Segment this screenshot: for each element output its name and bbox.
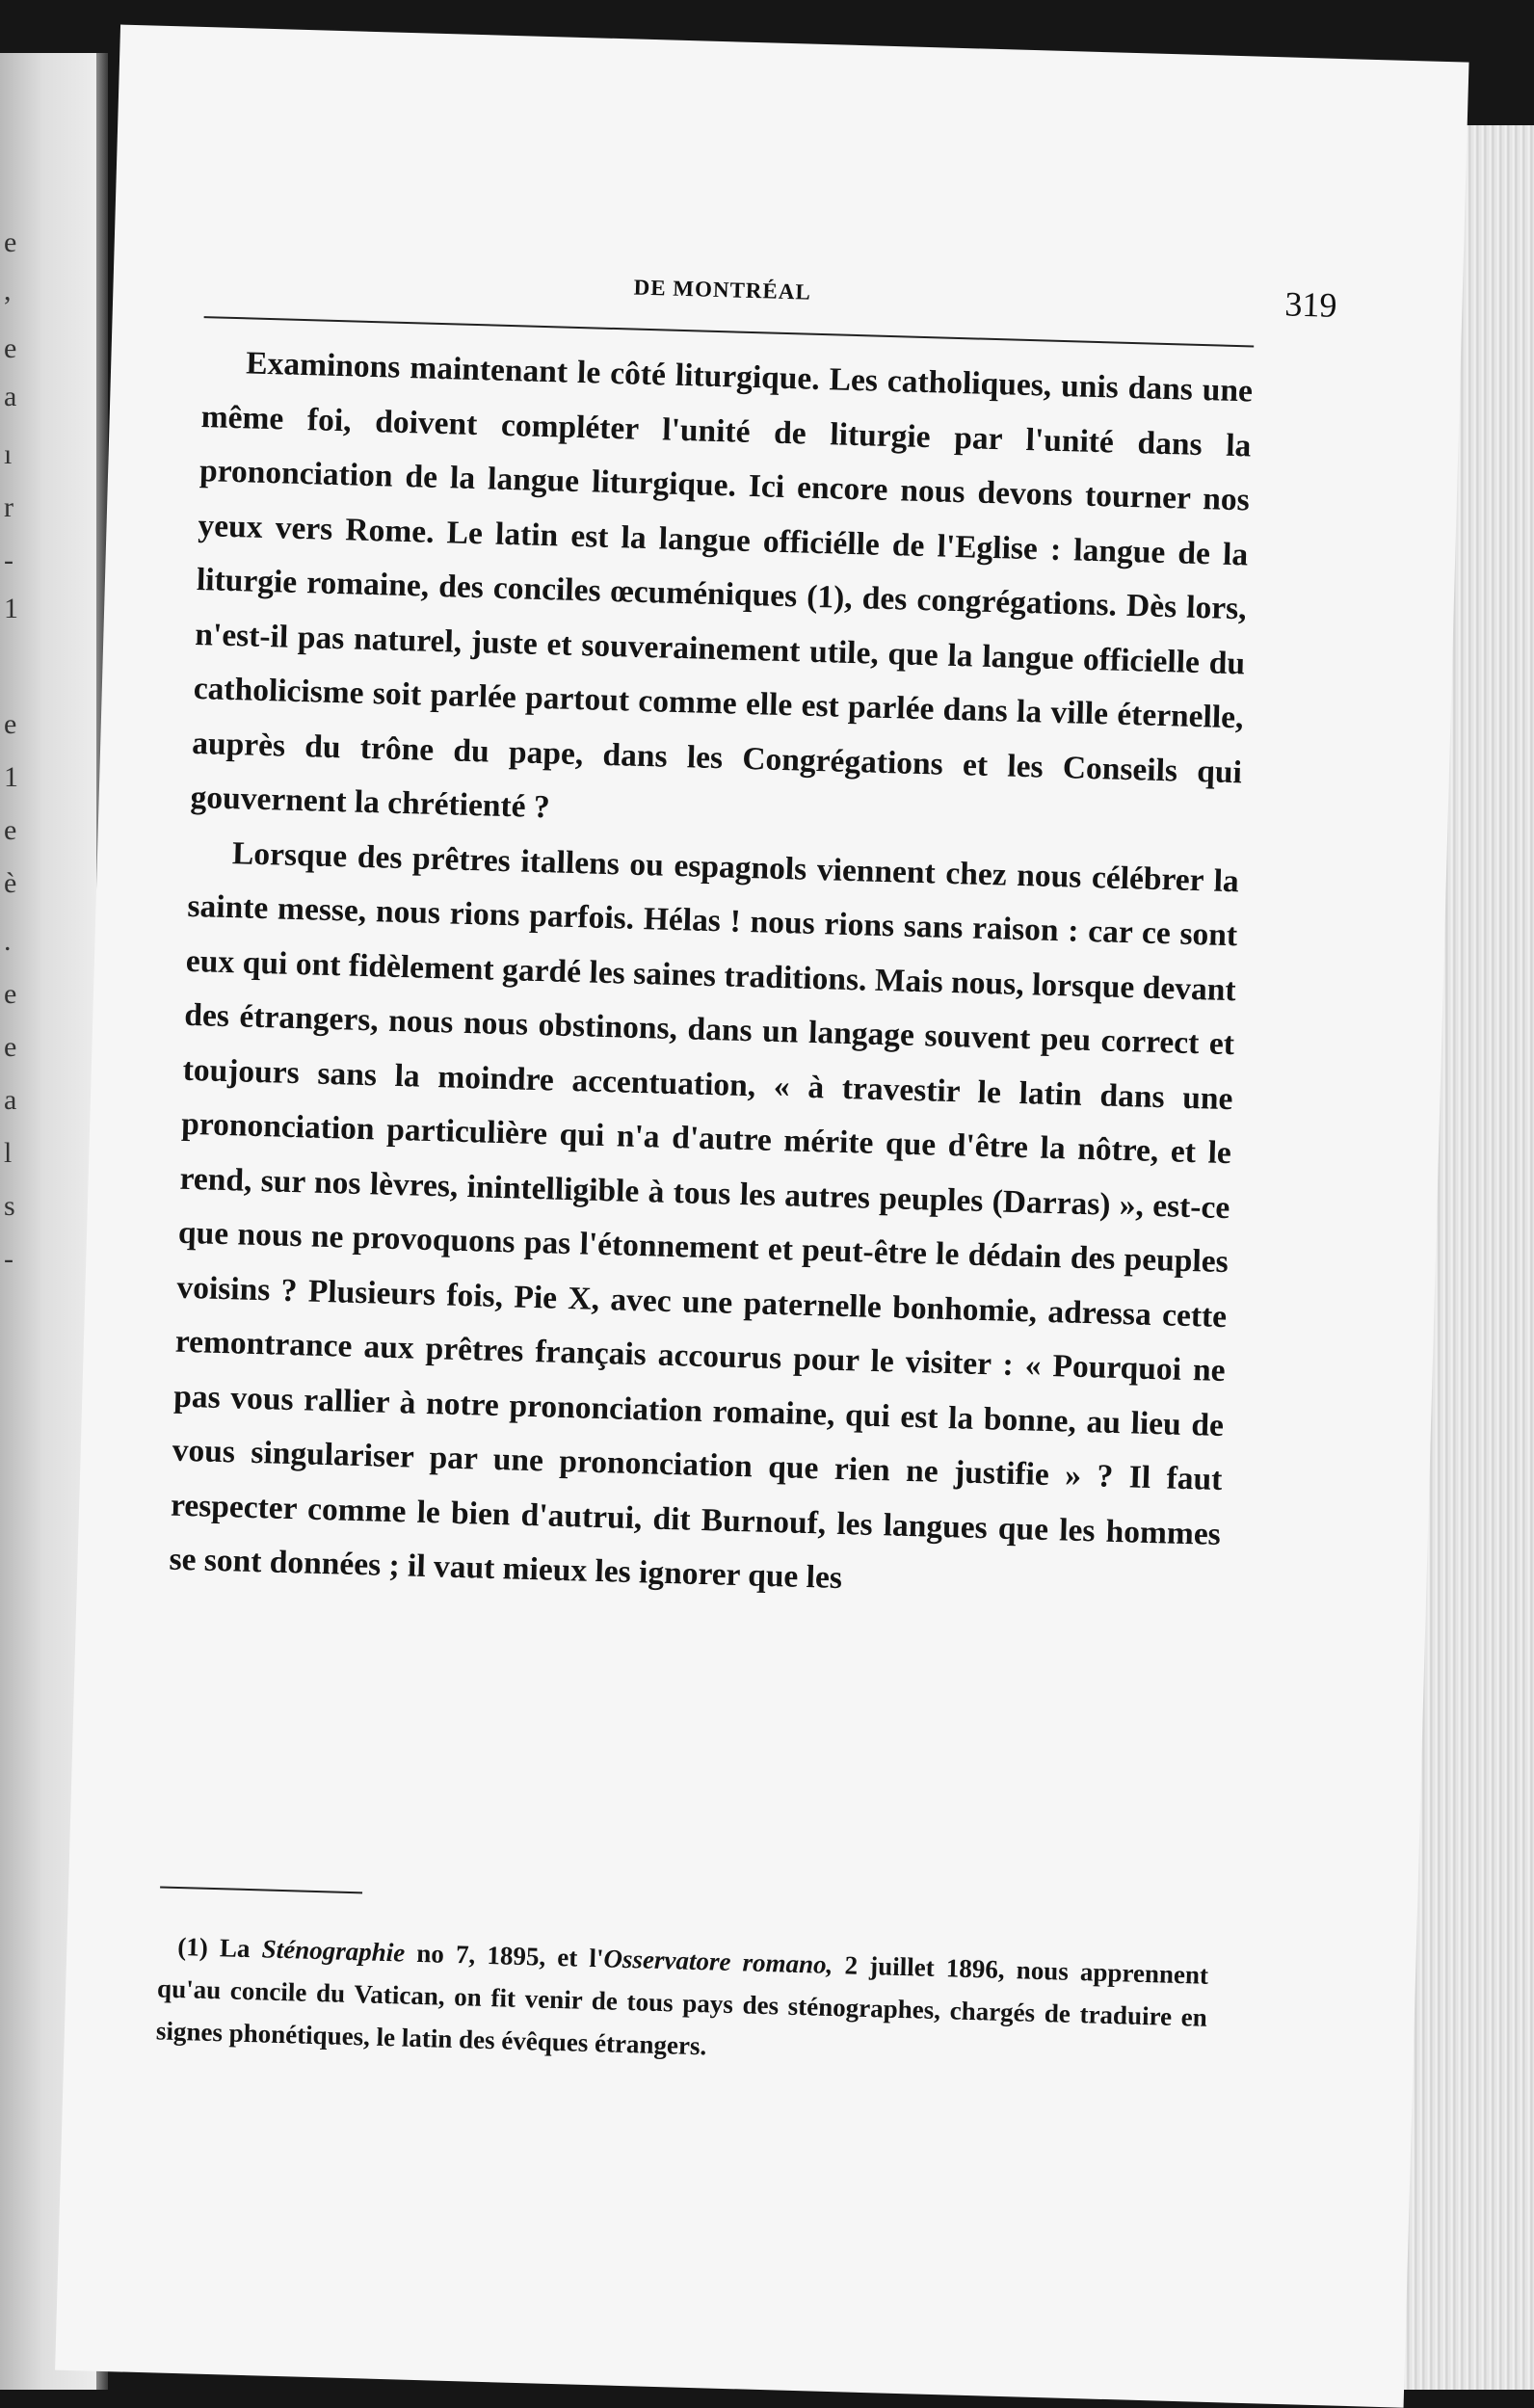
footnote-rule	[160, 1886, 362, 1893]
margin-char: e	[4, 226, 17, 258]
body-text	[169, 335, 1254, 1616]
margin-char: r	[4, 491, 13, 523]
footnote-marker: (1) La	[176, 1931, 263, 1964]
margin-char: .	[4, 925, 12, 957]
margin-char: e	[4, 1031, 17, 1063]
margin-char: ı	[4, 438, 13, 470]
footnote	[155, 1924, 1208, 2080]
footnote-paragraph	[155, 1924, 1208, 2080]
footnote-text: 2 juillet 1896, nous apprennent qu'au concile du Vatican, on fit venir de tous pays des sténographes, chargés de traduire en signes phonétiques, le latin des évêques étrangers.	[155, 1949, 1209, 2061]
margin-char: l	[4, 1137, 13, 1169]
page-header	[199, 239, 1357, 338]
margin-char: a	[4, 381, 17, 412]
margin-char: e	[4, 708, 17, 740]
margin-char: e	[4, 332, 17, 364]
margin-char: 1	[4, 593, 18, 624]
paragraph: Examinons maintenant le côté liturgique. Les catholiques, unis dans une même foi, doivent compléter l'unité de liturgie par l'unité dans la prononciation de la langue liturgique. Ici encore nous devons tourner nos yeux vers Rome. Le latin est la langue officiélle de l'Eglise : langue de la liturgie romaine, des conciles œcuméniques (1), des congrégations. Dès lors, n'est-il pas naturel, juste et souverainement utile, que la langue officielle du catholicisme soit parlée partout comme elle est parlée dans la ville éternelle, auprès du trône du pape, dans les Congrégations et les Conseils qui gouvernent la chrétienté ?	[190, 345, 1254, 826]
paragraph: Lorsque des prêtres itallens ou espagnols viennent chez nous célébrer la sainte messe, nous rions parfois. Hélas ! nous rions sans raison : car ce sont eux qui ont fidèlement gardé les saines traditions. Mais nous, lorsque devant des étrangers, nous nous obstinons, dans un langage souvent peu correct et toujours sans la moindre accentuation, « à travestir le latin dans une prononciation particulière qui n'a d'autre mérite que d'être la nôtre, et le rend, sur nos lèvres, inintelligible à tous les autres peuples (Darras) », est-ce que nous ne provoquons pas l'étonnement et peut-être le dédain des peuples voisins ? Plusieurs fois, Pie X, avec une paternelle bonhomie, adressa cette remontrance aux prêtres français accourus pour le visiter : « Pourquoi ne pas vous rallier à notre prononciation romaine, qui est la bonne, au lieu de vous singulariser par une prononciation que rien ne justifie » ? Il faut respecter comme le bien d'autrui, dit Burnouf, les langues que les hommes se sont données ; il vaut mieux les ignorer que les	[169, 834, 1240, 1597]
footnote-title-2: Osservatore romano,	[603, 1944, 833, 1979]
margin-char: a	[4, 1084, 17, 1116]
running-head: DE MONTRÉAL	[633, 275, 812, 304]
margin-char: è	[4, 867, 17, 899]
margin-char: ,	[4, 275, 12, 306]
page-number: 319	[1283, 284, 1337, 325]
margin-char: e	[4, 978, 17, 1010]
margin-char: s	[4, 1190, 15, 1222]
footnote-title-1: Sténographie	[261, 1934, 406, 1968]
margin-char: -	[4, 544, 13, 576]
margin-char: e	[4, 814, 17, 846]
margin-char: -	[4, 1243, 13, 1275]
footnote-text: no 7, 1895, et l'	[404, 1938, 604, 1973]
margin-char: 1	[4, 761, 18, 793]
book-page	[55, 25, 1468, 2408]
